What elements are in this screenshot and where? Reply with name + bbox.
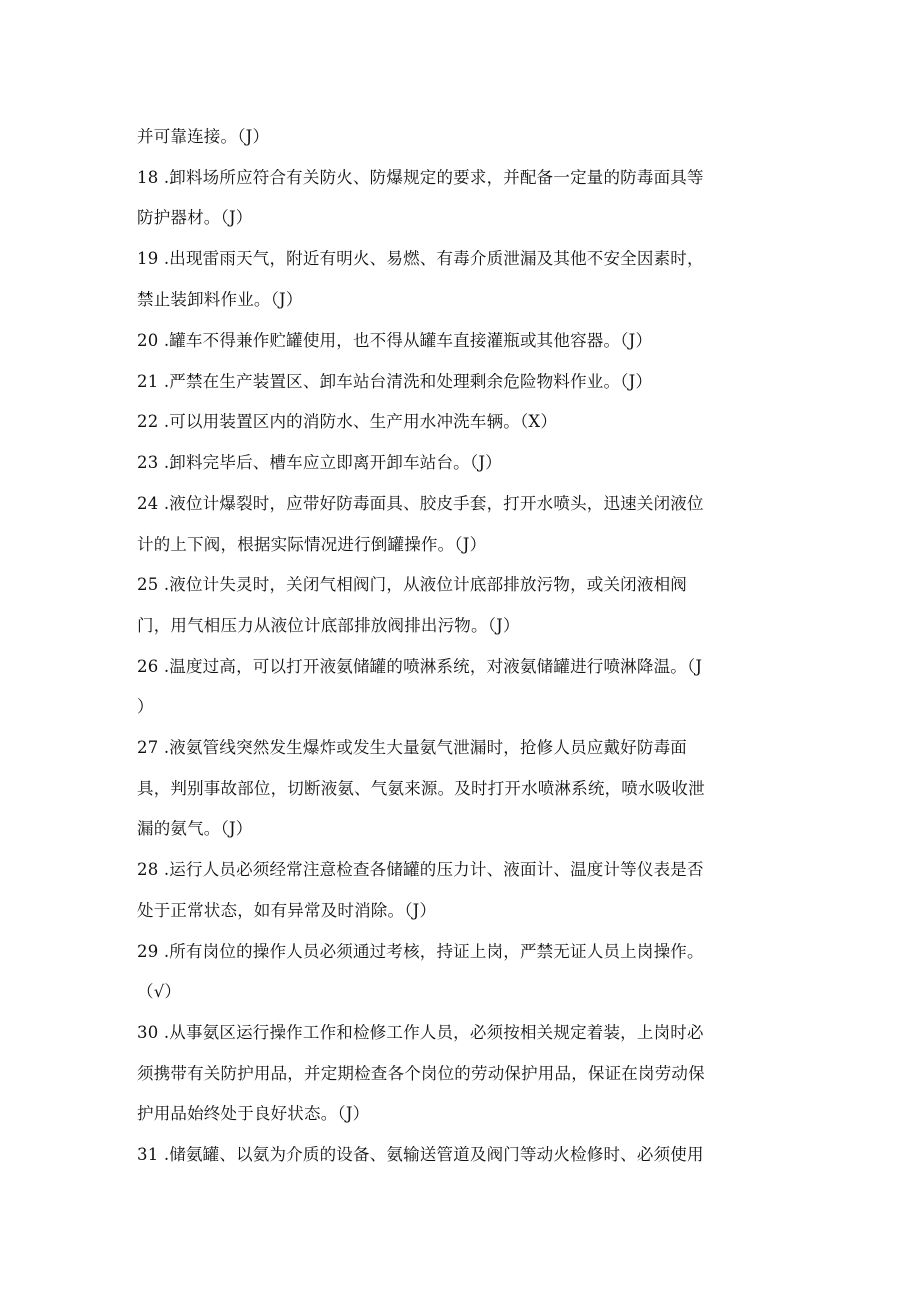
text-line: 20 .罐车不得兼作贮罐使用，也不得从罐车直接灌瓶或其他容器。（J） — [137, 331, 653, 350]
text-line: 21 .严禁在生产装置区、卸车站台清洗和处理剩余危险物料作业。（J） — [137, 372, 653, 391]
text-line: 23 .卸料完毕后、槽车应立即离开卸车站台。（J） — [137, 453, 502, 472]
text-line: 处于正常状态，如有异常及时消除。（J） — [137, 901, 437, 920]
text-line: 须携带有关防护用品，并定期检查各个岗位的劳动保护用品，保证在岗劳动保 — [137, 1064, 705, 1083]
text-line: 计的上下阀，根据实际情况进行倒罐操作。（J） — [137, 535, 487, 554]
text-line: 禁止装卸料作业。（J） — [137, 290, 303, 309]
text-line: ） — [137, 697, 154, 716]
text-line: 25 .液位计失灵时，关闭气相阀门，从液位计底部排放污物，或关闭液相阀 — [137, 575, 687, 594]
text-line: 18 .卸料场所应符合有关防火、防爆规定的要求，并配备一定量的防毒面具等 — [137, 168, 704, 187]
text-line: 31 .储氨罐、以氨为介质的设备、氨输送管道及阀门等动火检修时、必须使用 — [137, 1145, 704, 1164]
text-line: 防护器材。（J） — [137, 208, 253, 227]
text-line: （√） — [137, 982, 182, 1001]
text-line: 27 .液氨管线突然发生爆炸或发生大量氨气泄漏时，抢修人员应戴好防毒面 — [137, 738, 687, 757]
text-line: 26 .温度过高，可以打开液氨储罐的喷淋系统，对液氨储罐进行喷淋降温。（J — [137, 657, 703, 676]
text-line: 30 .从事氨区运行操作工作和检修工作人员，必须按相关规定着装，上岗时必 — [137, 1023, 704, 1042]
text-line: 19 .出现雷雨天气，附近有明火、易燃、有毒介质泄漏及其他不安全因素时， — [137, 249, 704, 268]
text-line: 具，判别事故部位，切断液氨、气氨来源。及时打开水喷淋系统，喷水吸收泄 — [137, 779, 705, 798]
text-line: 护用品始终处于良好状态。（J） — [137, 1104, 370, 1123]
text-line: 28 .运行人员必须经常注意检查各储罐的压力计、液面计、温度计等仪表是否 — [137, 860, 704, 879]
text-line: 24 .液位计爆裂时，应带好防毒面具、胶皮手套，打开水喷头，迅速关闭液位 — [137, 494, 704, 513]
text-line: 29 .所有岗位的操作人员必须通过考核，持证上岗，严禁无证人员上岗操作。 — [137, 942, 704, 961]
text-line: 门，用气相压力从液位计底部排放阀排出污物。（J） — [137, 616, 520, 635]
text-line: 22 .可以用装置区内的消防水、生产用水冲洗车辆。（X） — [137, 412, 558, 431]
text-line: 漏的氨气。（J） — [137, 819, 253, 838]
text-line: 并可靠连接。（J） — [137, 127, 270, 146]
